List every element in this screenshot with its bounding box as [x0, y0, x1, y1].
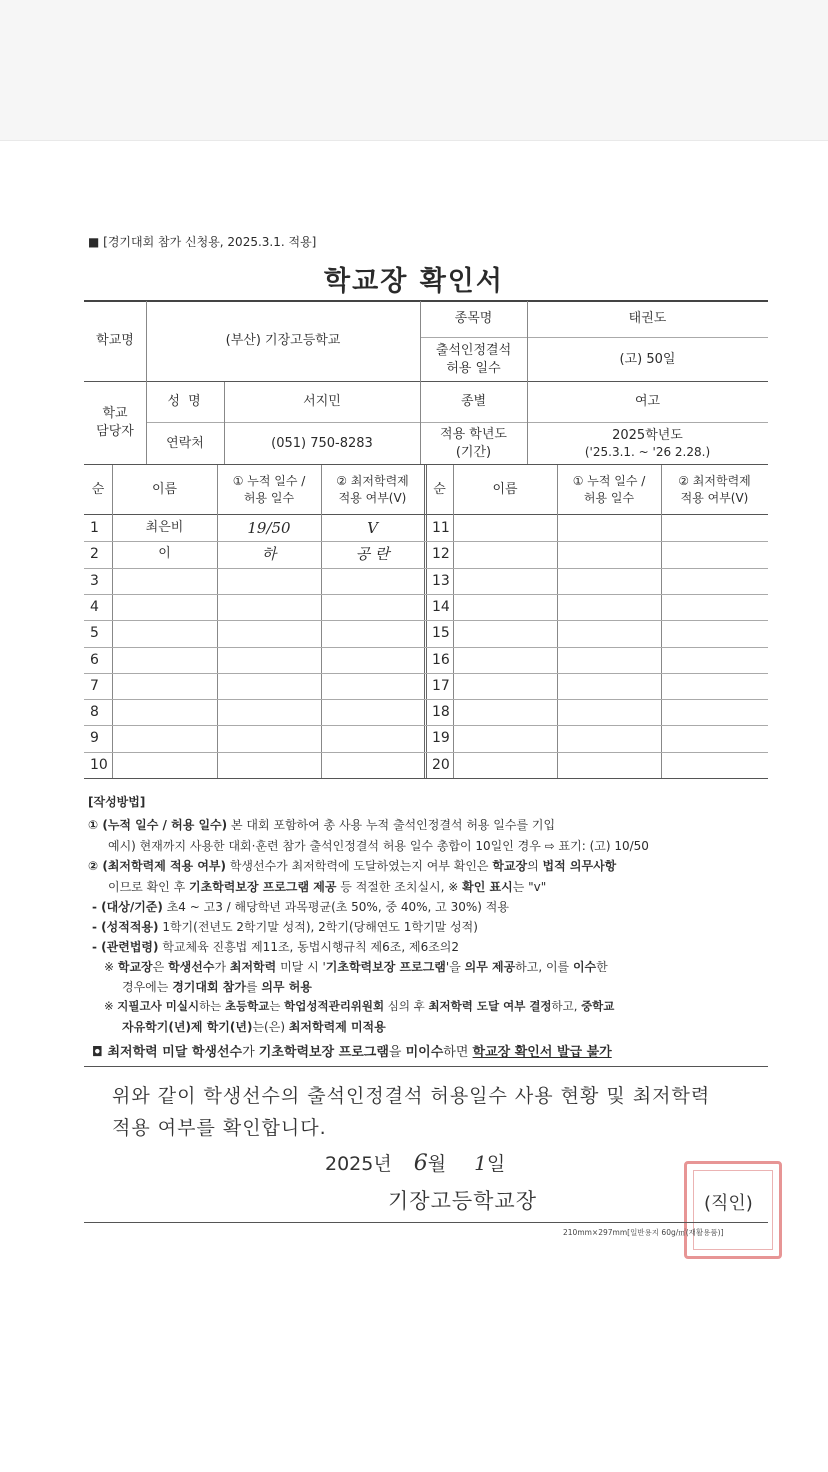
right-row-num-cell: 19 — [432, 729, 450, 746]
instructions-heading: [작성방법] — [88, 795, 146, 809]
sport-label: 종목명 — [454, 311, 493, 327]
left-row-days-cell: 하 — [261, 544, 277, 563]
left-row-min-cell — [321, 673, 424, 699]
header-name-right: 이름 — [492, 481, 518, 497]
seal-label: (직인) — [704, 1193, 753, 1214]
header-num-right: 순 — [433, 481, 446, 497]
left-row-num-cell: 9 — [90, 729, 99, 746]
header-min-right: ② 최저학력제 적용 여부(V) — [678, 474, 751, 505]
left-row-num-cell: 1 — [90, 519, 99, 536]
left-row-days-cell — [217, 647, 321, 673]
right-row-num-cell: 11 — [432, 519, 450, 536]
right-row-num-cell: 16 — [432, 651, 450, 668]
left-row-num-cell: 2 — [90, 545, 99, 562]
right-row-num-cell: 17 — [432, 677, 450, 694]
contact-value: (051) 750-8283 — [271, 435, 373, 451]
manager-label: 학교 담당자 — [96, 406, 134, 439]
right-row-num-cell: 15 — [432, 624, 450, 641]
left-row-days-cell — [217, 752, 321, 778]
instruction-line: ② (최저학력제 적용 여부) 학생선수가 최저학력에 도달하였는지 여부 확인은 학교장의 법적 의무사항 — [88, 859, 617, 873]
left-row-num-cell: 5 — [90, 624, 99, 641]
left-row-name-cell — [112, 620, 217, 646]
document-page — [0, 141, 828, 1472]
document-title: 학교장 확인서 — [324, 266, 504, 297]
status-bar-area — [0, 0, 828, 141]
left-row-min-cell — [321, 647, 424, 673]
notice-line: ◘ 최저학력 미달 학생선수가 기초학력보장 프로그램을 미이수하면 학교장 확인서 발급 불가 — [92, 1045, 612, 1060]
principal-title: 기장고등학교장 — [388, 1189, 538, 1213]
header-num-left: 순 — [91, 481, 105, 497]
instruction-line: - (대상/기준) 초4 ~ 고3 / 해당학년 과목평균(초 50%, 중 40%, 고 30%) 적용 — [92, 900, 509, 914]
left-row-min-cell: 공 란 — [355, 544, 390, 563]
left-row-days-cell — [217, 699, 321, 725]
category-value: 여고 — [634, 394, 661, 410]
instruction-line: ※ 학교장은 학생선수가 최저학력 미달 시 '기초학력보장 프로그램'을 의무 제공하고, 이를 이수한 — [104, 960, 608, 974]
left-row-min-cell — [321, 725, 424, 751]
declaration-line-2: 적용 여부를 확인합니다. — [112, 1117, 327, 1139]
document-tag: ■ [경기대회 참가 신청용, 2025.3.1. 적용] — [88, 235, 317, 249]
left-row-name-cell: 최은비 — [145, 520, 184, 536]
declaration-line-1: 위와 같이 학생선수의 출석인정결석 허용일수 사용 현황 및 최저학력 — [112, 1085, 711, 1107]
manager-name-value: 서지민 — [303, 394, 341, 410]
left-row-days-cell — [217, 594, 321, 620]
left-row-min-cell — [321, 752, 424, 778]
left-row-days-cell — [217, 725, 321, 751]
left-row-name-cell — [112, 568, 217, 594]
left-row-name-cell — [112, 594, 217, 620]
left-row-num-cell: 4 — [90, 598, 99, 615]
paper-spec-note: 210mm×297mm[일반용지 60g/㎡(재활용품)] — [563, 1228, 724, 1237]
instruction-line: - (관련법령) 학교체육 진흥법 제11조, 동법시행규칙 제6조, 제6조의2 — [92, 940, 460, 954]
left-row-num-cell: 6 — [90, 651, 99, 668]
header-days-right: ① 누적 일수 / 허용 일수 — [572, 474, 646, 505]
header-min-left: ② 최저학력제 적용 여부(V) — [336, 474, 409, 505]
school-label: 학교명 — [96, 333, 134, 349]
header-name-left: 이름 — [151, 481, 178, 497]
instruction-line: 이므로 확인 후 기초학력보장 프로그램 제공 등 적절한 조치실시, ※ 확인 표시는 "v" — [108, 880, 547, 894]
right-row-num-cell: 13 — [432, 572, 450, 589]
left-row-num-cell: 7 — [90, 677, 99, 694]
instruction-line: 자유학기(년)제 학기(년)는(은) 최저학력제 미적용 — [122, 1020, 386, 1034]
absence-days-label: 출석인정결석 허용 일수 — [435, 342, 512, 376]
left-row-min-cell: V — [367, 518, 378, 537]
left-row-num-cell: 8 — [90, 703, 99, 720]
left-row-min-cell — [321, 699, 424, 725]
right-row-num-cell: 14 — [432, 598, 450, 615]
left-row-min-cell — [321, 594, 424, 620]
declaration-date: 2025년 6월 1일 — [325, 1151, 506, 1176]
instruction-line: 예시) 현재까지 사용한 대회·훈련 참가 출석인정결석 허용 일수 총합이 10일인 경우 ⇨ 표기: (고) 10/50 — [108, 839, 649, 853]
instruction-line: - (성적적용) 1학기(전년도 2학기말 성적), 2학기(당해연도 1학기말 성적) — [92, 920, 478, 934]
contact-label: 연락처 — [166, 435, 204, 451]
left-row-days-cell: 19/50 — [247, 518, 291, 537]
left-row-days-cell — [217, 620, 321, 646]
instruction-line: ※ 지필고사 미실시하는 초등학교는 학업성적관리위원회 심의 후 최저학력 도달 여부 결정하고, 중학교 — [104, 999, 615, 1013]
left-row-name-cell — [112, 699, 217, 725]
left-row-name-cell — [112, 647, 217, 673]
left-row-num-cell: 3 — [90, 572, 99, 589]
sport-value: 태권도 — [628, 311, 667, 327]
left-row-name-cell — [112, 725, 217, 751]
school-value: (부산) 기장고등학교 — [225, 333, 341, 349]
absence-days-value: (고) 50일 — [619, 351, 676, 367]
left-row-name-cell — [112, 673, 217, 699]
instruction-line: 경우에는 경기대회 참가를 의무 허용 — [122, 980, 312, 994]
category-label: 종별 — [460, 394, 487, 410]
left-row-days-cell — [217, 568, 321, 594]
year-value: 2025학년도 ('25.3.1. ~ '26 2.28.) — [584, 427, 711, 460]
manager-name-label: 성 명 — [167, 394, 203, 410]
left-row-num-cell: 10 — [90, 756, 108, 773]
left-row-name-cell — [112, 752, 217, 778]
right-row-num-cell: 18 — [432, 703, 450, 720]
right-row-num-cell: 20 — [432, 756, 450, 773]
left-row-days-cell — [217, 673, 321, 699]
year-label: 적용 학년도 (기간) — [440, 426, 507, 460]
left-row-name-cell: 이 — [158, 546, 171, 562]
header-days-left: ① 누적 일수 / 허용 일수 — [232, 474, 306, 505]
left-row-min-cell — [321, 620, 424, 646]
right-row-num-cell: 12 — [432, 545, 450, 562]
left-row-min-cell — [321, 568, 424, 594]
instruction-line: ① (누적 일수 / 허용 일수) 본 대회 포함하여 총 사용 누적 출석인정결석 허용 일수를 기입 — [88, 818, 556, 832]
